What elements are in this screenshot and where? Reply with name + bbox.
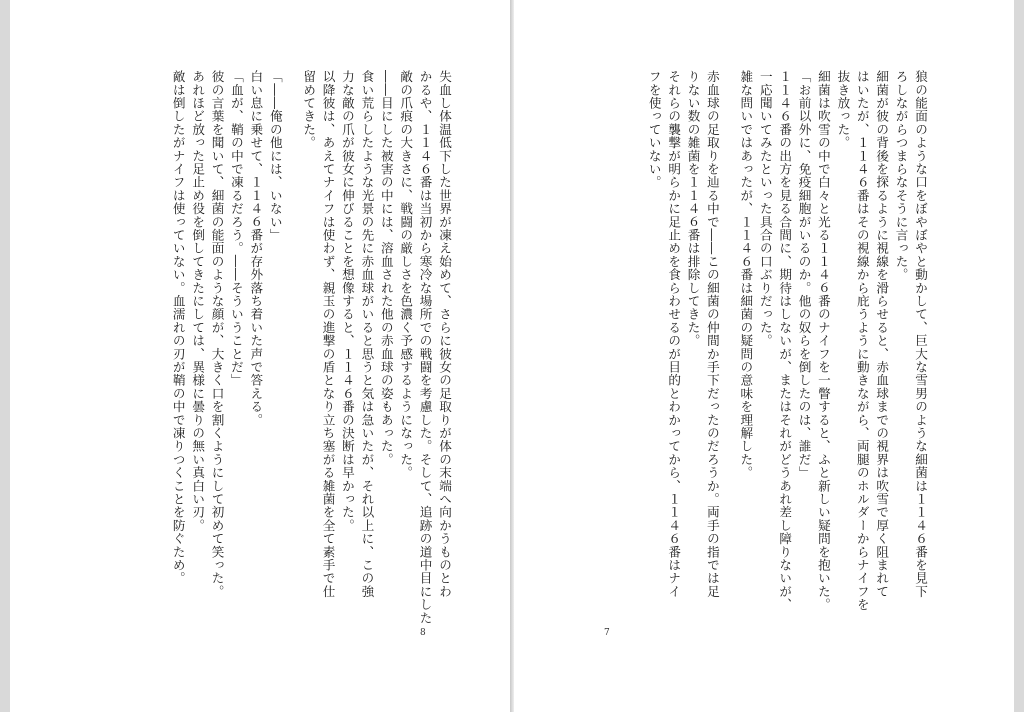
text-line: １１４６番の出方を見る合間に、期待はしないが、またはそれがどうあれ差し障りないが、 — [777, 70, 793, 612]
text-line: 白い息に乗せて、１１４６番が存外落ち着いた声で答える。 — [248, 70, 264, 427]
left-page-text — [168, 70, 454, 625]
text-line: 食い荒らしたような光景の先に赤血球がいると思うと気は急いたが、それ以上に、この強 — [359, 70, 375, 598]
right-page — [514, 0, 1014, 712]
paragraph-gap — [285, 70, 299, 590]
text-line: 敵の爪痕の大きさに、戦闘の厳しさを色濃く予感するようになった。 — [398, 70, 414, 480]
text-line: 以降彼は、あえてナイフは使わず、親玉の進撃の盾となり立ち塞がる雑菌を全て素手で仕 — [320, 70, 336, 598]
text-line: 留めてきた。 — [301, 70, 317, 150]
text-line: 細菌が彼の背後を探るように視線を滑らせると、赤血球までの視界は吹雪で厚く阻まれて — [874, 70, 890, 598]
text-line: はいたが、１１４６番はその視線から庇うように動きながら、両腿のホルダーからナイフを — [854, 70, 870, 612]
text-line: かるや、１１４６番は当初から寒冷な場所での戦闘を考慮した。そして、追跡の道中目にした — [417, 70, 433, 625]
right-page-text — [644, 70, 930, 612]
text-line: ――目にした被害の中には、溶血された他の赤血球の姿もあった。 — [378, 70, 394, 466]
text-line: 「血が、鞘の中で凍るだろう。――そういうことだ」 — [228, 70, 244, 387]
text-line: 「――俺の他には、いない」 — [267, 70, 283, 242]
text-line: 狼の能面のような口をぼやぼやと動かして、巨大な雪男のような細菌は１１４６番を見下 — [913, 70, 928, 598]
text-line: 細菌は吹雪の中で白々と光る１１４６番のナイフを一瞥すると、ふと新しい疑問を抱いた。 — [815, 70, 831, 612]
text-line: 赤血球の足取りを辿る中で――この細菌の仲間か手下だったのだろうか。両手の指では足 — [704, 70, 720, 598]
text-line: 抜き放った。 — [835, 70, 851, 150]
text-line: ろしながらつまらなそうに言った。 — [893, 70, 909, 282]
text-line: 失血し体温低下した世界が凍え始めて、さらに彼女の足取りが体の末端へ向かうものとわ — [437, 70, 452, 598]
text-line: 敵は倒したがナイフは使っていない。血濡れの刃が鞘の中で凍りつくことを防ぐため。 — [170, 70, 186, 585]
text-line: 「お前以外に、免疫細胞がいるのか。他の奴らを倒したのは、誰だ」 — [796, 70, 812, 480]
text-line: 力な敵の爪が彼女に伸びることを想像すると、１１４６番の決断は早かった。 — [339, 70, 355, 532]
text-line: 一応聞いてみたといった具合の口ぶりだった。 — [757, 70, 773, 348]
page-number: 7 — [604, 628, 610, 638]
text-line: それらの襲撃が明らかに足止めを食らわせるのが目的とわかってから、１１４６番はナイ — [666, 70, 682, 598]
left-page — [10, 0, 510, 712]
text-line: 彼の言葉を聞いて、細菌の能面のような顔が、大きく口を割くようにして初めて笑った。 — [209, 70, 225, 598]
text-line: フを使っていない。 — [646, 70, 662, 189]
page-number: 8 — [420, 628, 426, 638]
text-line: 雑な問いではあったが、１１４６番は細菌の疑問の意味を理解した。 — [738, 70, 754, 480]
paragraph-gap — [722, 70, 736, 590]
text-line: りない数の雑菌を１１４６番は排除してきた。 — [685, 70, 701, 348]
text-line: あれほど放った足止め役を倒してきたにしては、異様に曇りの無い真白い刃。 — [190, 70, 206, 532]
